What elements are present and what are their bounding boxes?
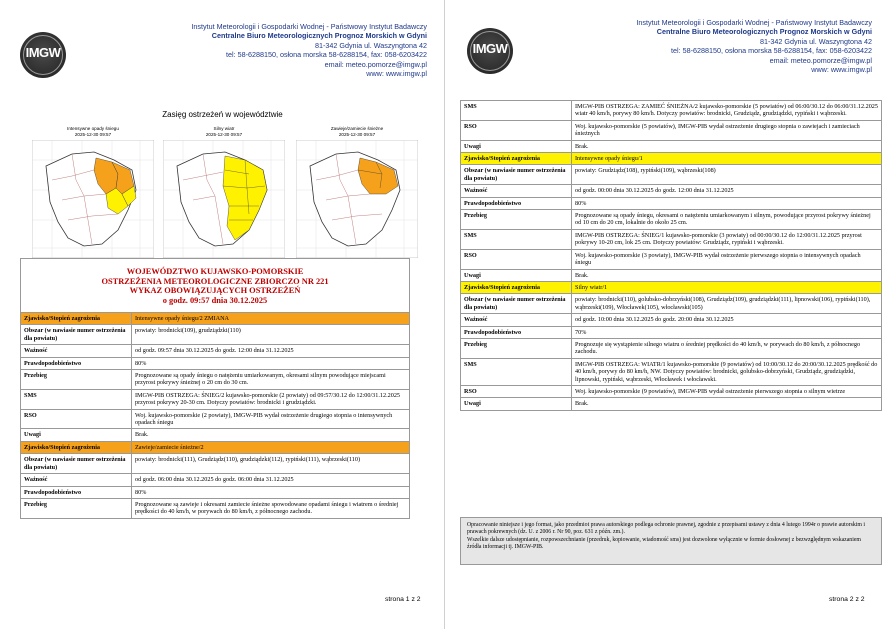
- table-row: RSO Woj. kujawsko-pomorskie (9 powiatów), IMGW-PIB wydał ostrzeżenie pierwszego stopnia o silnym wietrze: [461, 385, 882, 397]
- map-snow: [32, 126, 154, 258]
- warning-header-row: Zjawisko/Stopień zagrożenia Intensywne opady śniegu/1: [461, 153, 882, 165]
- table-row: Przebieg Prognozowane są opady śniegu, okresami o natężeniu umiarkowanym i silnym, powodujące przyrost pokrywy śnieżnej od 10 cm do 20 cm, lokalnie do około 25 cm.: [461, 210, 882, 230]
- table-row: Uwagi Brak.: [461, 269, 882, 281]
- table-row: Obszar (w nawiasie numer ostrzeżenia dla powiatu) powiaty: brodnicki(110), golubsko-dobrzyński(108), Grudziądz(109), grudziądzki(111), lipnowski(106), rypiński(110), wąbrzeski(109), Włocławek(105), włocławski(105): [461, 294, 882, 314]
- copyright-p1: Opracowanie niniejsze i jego format, jako przedmiot prawa autorskiego podlega ochronie prawnej, zgodnie z przepisami ustawy z dnia 4 lutego 1994r o prawie autorskim i prawach pokrewnych (dz. U. z 2006 r. Nr 90, poz. 631 z późn. zm.).: [467, 522, 865, 536]
- copyright-note: [460, 517, 882, 565]
- table-row: Prawdopodobieństwo 80%: [21, 486, 410, 498]
- map-caption-date: 2025-12-30 09:57: [205, 131, 243, 137]
- table-row: SMS IMGW-PIB OSTRZEGA: ŚNIEG/2 kujawsko-pomorskie (2 powiaty) od 09:57/30.12 do 12:00/31.12.2025 przyrost pokrywy 20-30 cm. Dotyczy powiatów: brodnicki i grudziądzki.: [21, 389, 410, 409]
- address: 81-342 Gdynia ul. Waszyngtona 42: [314, 40, 427, 50]
- bulletin-number: OSTRZEŻENIA METEOROLOGICZNE ZBIORCZO NR 221: [101, 276, 329, 286]
- map-blizzard-graphic: [296, 140, 418, 258]
- warning-header-row: Zjawisko/Stopień zagrożenia Silny wiatr/1: [461, 281, 882, 293]
- page-number: strona 1 z 2: [385, 596, 421, 603]
- table-row: Ważność od godz. 09:57 dnia 30.12.2025 do godz. 12:00 dnia 31.12.2025: [21, 345, 410, 357]
- warnings-table-page2: [460, 100, 882, 411]
- table-row: Prawdopodobieństwo 70%: [461, 326, 882, 338]
- bulletin-region: WOJEWÓDZTWO KUJAWSKO-POMORSKIE: [126, 267, 304, 276]
- institute-name: Instytut Meteorologii i Gospodarki Wodnej - Państwowy Instytut Badawczy: [191, 22, 427, 31]
- map-wind-graphic: [163, 140, 285, 258]
- bulletin-time: o godz. 09:57 dnia 30.12.2025: [162, 295, 268, 305]
- table-row: Przebieg Prognozuje się wystąpienie silnego wiatru o średniej prędkości do 40 km/h, w porywach do 80 km/h, z północnego zachodu.: [461, 338, 882, 358]
- email: email: meteo.pomorze@imgw.pl: [769, 55, 872, 65]
- center-name: Centralne Biuro Meteorologicznych Prognoz Morskich w Gdyni: [656, 27, 872, 37]
- map-caption-date: 2025-12-30 09:57: [74, 131, 112, 137]
- bulletin-list-title: WYKAZ OBOWIĄZUJĄCYCH OSTRZEŻEŃ: [129, 286, 301, 296]
- institute-name: Instytut Meteorologii i Gospodarki Wodnej - Państwowy Instytut Badawczy: [636, 18, 872, 27]
- phone: tel: 58-6288150, osłona morska 58-6288154, fax: 058-6203422: [226, 50, 427, 60]
- map-caption-name: Silny wiatr: [213, 126, 235, 131]
- table-row: Przebieg Prognozowane są zawieje i okresami zamiecie śnieżne spowodowane opadami śniegu i wiatrem o średniej prędkości do 40 km/h, w porywach do 80 km/h, z północnego zachodu.: [21, 498, 410, 518]
- map-snow-graphic: [32, 140, 154, 258]
- table-row: Uwagi Brak.: [461, 398, 882, 410]
- table-row: Prawdopodobieństwo 80%: [461, 197, 882, 209]
- www: www: www.imgw.pl: [811, 65, 872, 75]
- table-row: RSO Woj. kujawsko-pomorskie (5 powiatów), IMGW-PIB wydał ostrzeżenie drugiego stopnia o zawiejach i zamieciach śnieżnych: [461, 120, 882, 140]
- map-caption-name: Intensywne opady śniegu: [67, 126, 119, 131]
- page-number: strona 2 z 2: [829, 596, 865, 603]
- table-row: SMS IMGW-PIB OSTRZEGA: ZAMIEĆ ŚNIEŻNA/2 kujawsko-pomorskie (5 powiatów) od 06:00/30.12 do 06:00/31.12.2025 wiatr 40 km/h, porywy 80 km/h. Dotyczy powiatów: brodnicki, Grudziądz, grudziądzki, rypiński i wąbrzeski.: [461, 101, 882, 121]
- imgw-logo: IMGW: [467, 28, 513, 74]
- warnings-table-page1: [20, 312, 410, 519]
- table-row: Obszar (w nawiasie numer ostrzeżenia dla powiatu) powiaty: brodnicki(109), grudziądzki(110): [21, 325, 410, 345]
- maps-title: Zasięg ostrzeżeń w województwie: [162, 110, 283, 119]
- table-row: RSO Woj. kujawsko-pomorskie (2 powiaty), IMGW-PIB wydał ostrzeżenie drugiego stopnia o intensywnych opadach śniegu: [21, 409, 410, 429]
- institute-header: [191, 22, 427, 78]
- map-blizzard: [296, 126, 418, 258]
- table-row: SMS IMGW-PIB OSTRZEGA: ŚNIEG/1 kujawsko-pomorskie (3 powiaty) od 00:00/30.12 do 12:00/31.12.2025 przyrost pokrywy 10-20 cm, lok 25 cm. Dotyczy powiatów: Grudziądz, rypiński i wąbrzeski.: [461, 229, 882, 249]
- table-row: Prawdopodobieństwo 80%: [21, 357, 410, 369]
- map-caption-date: 2025-12-30 09:57: [338, 131, 376, 137]
- institute-header: [636, 18, 872, 74]
- warning-header-row: Zjawisko/Stopień zagrożenia Intensywne opady śniegu/2 ZMIANA: [21, 313, 410, 325]
- email: email: meteo.pomorze@imgw.pl: [324, 59, 427, 69]
- phone: tel: 58-6288150, osłona morska 58-6288154, fax: 058-6203422: [671, 46, 872, 56]
- warning-header-row: Zjawisko/Stopień zagrożenia Zawieje/zamiecie śnieżne/2: [21, 441, 410, 453]
- table-row: Uwagi Brak.: [21, 429, 410, 441]
- table-row: Obszar (w nawiasie numer ostrzeżenia dla powiatu) powiaty: Grudziądz(108), rypiński(109), wąbrzeski(108): [461, 165, 882, 185]
- table-row: Ważność od godz. 10:00 dnia 30.12.2025 do godz. 20:00 dnia 30.12.2025: [461, 314, 882, 326]
- table-row: Uwagi Brak.: [461, 140, 882, 152]
- address: 81-342 Gdynia ul. Waszyngtona 42: [759, 36, 872, 46]
- table-row: RSO Woj. kujawsko-pomorskie (3 powiaty), IMGW-PIB wydał ostrzeżenie pierwszego stopnia o intensywnych opadach śniegu: [461, 249, 882, 269]
- center-name: Centralne Biuro Meteorologicznych Prognoz Morskich w Gdyni: [211, 31, 427, 41]
- map-caption-name: Zawieje/zamiecie śnieżne: [330, 126, 384, 131]
- table-row: Przebieg Prognozowane są opady śniegu o natężeniu umiarkowanym, okresami silnym powodujące miejscami przyrost pokrywy śnieżnej o 20 cm do 30 cm.: [21, 370, 410, 390]
- map-wind: [163, 126, 285, 258]
- bulletin-title: [20, 258, 410, 312]
- imgw-logo: IMGW: [20, 32, 66, 78]
- table-row: Ważność od godz. 06:00 dnia 30.12.2025 do godz. 06:00 dnia 31.12.2025: [21, 474, 410, 486]
- table-row: SMS IMGW-PIB OSTRZEGA: WIATR/1 kujawsko-pomorskie (9 powiatów) od 10:00/30.12 do 20:00/30.12.2025 prędkość do 40 km/h, porywy do 80 km/h, NW. Dotyczy powiatów: brodnicki, golubsko-dobrzyński, Grudziądz, grudziądzki, lipnowski, rypiński, wąbrzeski, Włocławek i włocławski.: [461, 358, 882, 385]
- www: www: www.imgw.pl: [366, 69, 427, 79]
- copyright-p2: Wszelkie dalsze udostępnianie, rozpowszechnianie (przedruk, kopiowanie, wiadomość sms) jest dozwolone wyłącznie w formie dosłownej z bezwzględnym wskazaniem źródła informacji tj. IMGW-PIB.: [467, 536, 861, 551]
- table-row: Obszar (w nawiasie numer ostrzeżenia dla powiatu) powiaty: brodnicki(111), Grudziądz(110), grudziądzki(112), rypiński(111), wąbrzeski(110): [21, 454, 410, 474]
- table-row: Ważność od godz. 00:00 dnia 30.12.2025 do godz. 12:00 dnia 31.12.2025: [461, 185, 882, 197]
